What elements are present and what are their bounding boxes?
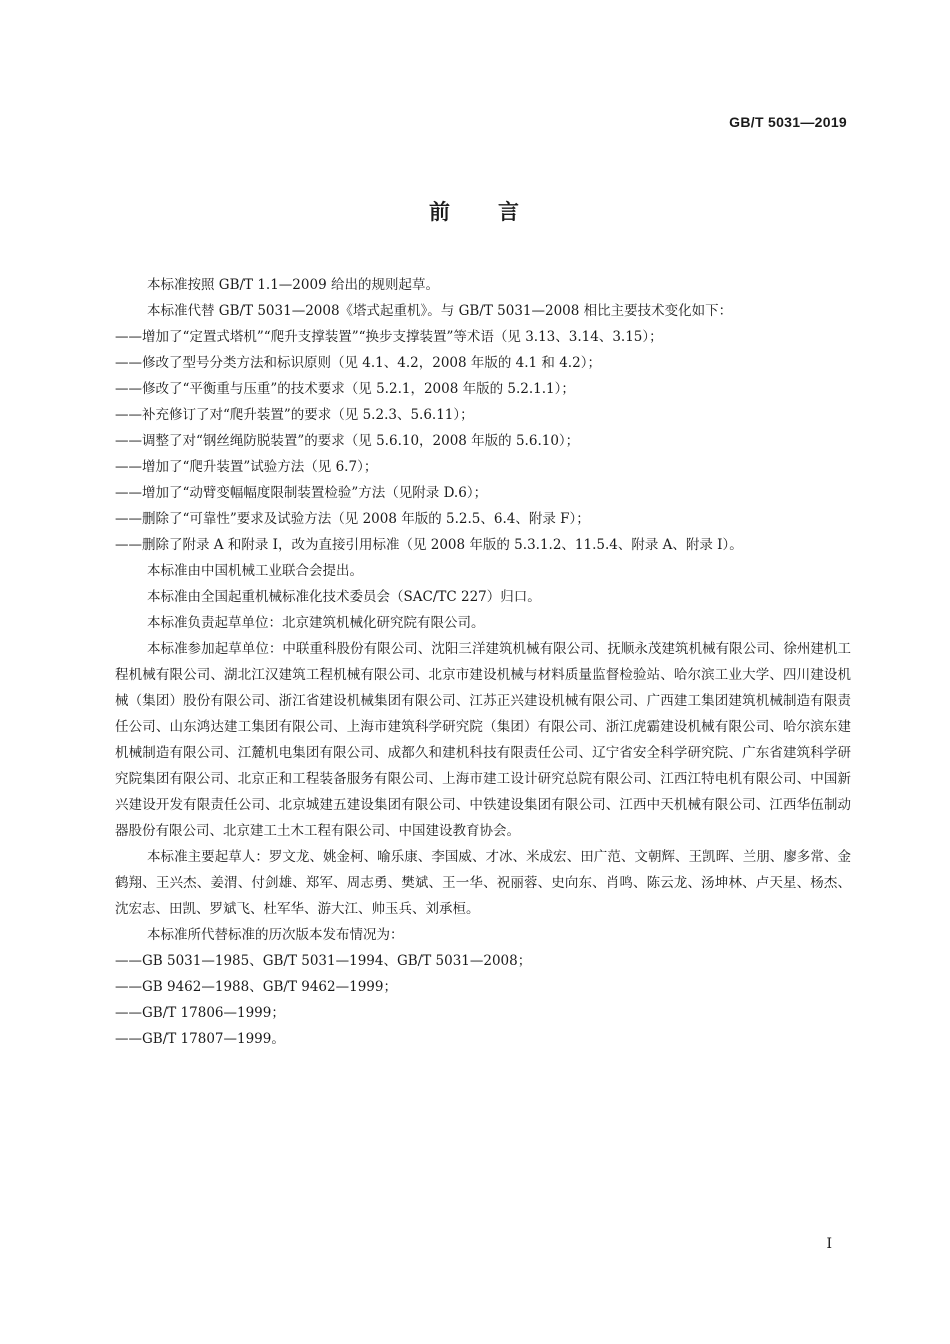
paragraph-drafting-rules: 本标准按照 GB/T 1.1—2009 给出的规则起草。 [147, 277, 439, 293]
change-item: ——增加了“动臂变幅幅度限制装置检验”方法（见附录 D.6）； [115, 485, 488, 501]
standard-number: GB/T 5031—2019 [729, 114, 847, 130]
change-item: ——修改了型号分类方法和标识原则（见 4.1、4.2，2008 年版的 4.1 和 4.2）； [115, 355, 601, 371]
change-item: ——删除了“可靠性”要求及试验方法（见 2008 年版的 5.2.5、6.4、附录 F）； [115, 511, 590, 527]
paragraph-lead-drafter: 本标准负责起草单位：北京建筑机械化研究院有限公司。 [147, 615, 485, 631]
page-title-part1: 前 [429, 200, 452, 224]
change-item: ——删除了附录 A 和附录 I，改为直接引用标准（见 2008 年版的 5.3.1.2、11.5.4、附录 A、附录 I）。 [115, 537, 743, 553]
history-item: ——GB/T 17807—1999。 [115, 1031, 285, 1047]
paragraph-proposer: 本标准由中国机械工业联合会提出。 [147, 563, 363, 579]
change-item: ——增加了“定置式塔机”“爬升支撑装置”“换步支撑装置”等术语（见 3.13、3.14、3.15）； [115, 329, 663, 345]
paragraph-main-drafters: 本标准主要起草人：罗文龙、姚金柯、喻乐康、李国威、才冰、米成宏、田广范、文朝辉、王凯晖、兰朋、廖多常、金鹤翔、王兴杰、姜渭、付剑雄、郑军、周志勇、樊斌、王一华、祝丽蓉、史向东、肖鸣、陈云龙、汤坤林、卢天星、杨杰、沈宏志、田凯、罗斌飞、杜军华、游大江、帅玉兵、刘承桓。 [115, 849, 851, 917]
paragraph-committee: 本标准由全国起重机械标准化技术委员会（SAC/TC 227）归口。 [147, 589, 541, 605]
paragraph-history-intro: 本标准所代替标准的历次版本发布情况为： [147, 927, 404, 943]
history-item: ——GB/T 17806—1999； [115, 1005, 285, 1021]
paragraph-replacement: 本标准代替 GB/T 5031—2008《塔式起重机》。与 GB/T 5031—2008 相比主要技术变化如下： [147, 303, 733, 319]
page-title-part2: 言 [498, 200, 521, 224]
history-item: ——GB 9462—1988、GB/T 9462—1999； [115, 979, 397, 995]
change-item: ——调整了对“钢丝绳防脱装置”的要求（见 5.6.10，2008 年版的 5.6.10）； [115, 433, 580, 449]
history-item: ——GB 5031—1985、GB/T 5031—1994、GB/T 5031—2008； [115, 953, 532, 969]
page-number: I [826, 1236, 832, 1252]
change-item: ——补充修订了对“爬升装置”的要求（见 5.2.3、5.6.11）； [115, 407, 474, 423]
paragraph-participating-units: 本标准参加起草单位：中联重科股份有限公司、沈阳三洋建筑机械有限公司、抚顺永茂建筑机械有限公司、徐州建机工程机械有限公司、湖北江汉建筑工程机械有限公司、北京市建设机械与材料质量监督检验站、哈尔滨工业大学、四川建设机械（集团）股份有限公司、浙江省建设机械集团有限公司、江苏正兴建设机械有限公司、广西建工集团建筑机械制造有限责任公司、山东鸿达建工集团有限公司、上海市建筑科学研究院（集团）有限公司、浙江虎霸建设机械有限公司、哈尔滨东建机械制造有限公司、江麓机电集团有限公司、成都久和建机科技有限责任公司、辽宁省安全科学研究院、广东省建筑科学研究院集团有限公司、北京正和工程装备服务有限公司、上海市建工设计研究总院有限公司、江西江特电机有限公司、中国新兴建设开发有限责任公司、北京城建五建设集团有限公司、中铁建设集团有限公司、江西中天机械有限公司、江西华伍制动器股份有限公司、北京建工土木工程有限公司、中国建设教育协会。 [115, 641, 851, 839]
foreword-body [115, 272, 851, 1052]
change-item: ——增加了“爬升装置”试验方法（见 6.7）； [115, 459, 378, 475]
page-title [0, 196, 950, 226]
change-item: ——修改了“平衡重与压重”的技术要求（见 5.2.1，2008 年版的 5.2.1.1）； [115, 381, 575, 397]
